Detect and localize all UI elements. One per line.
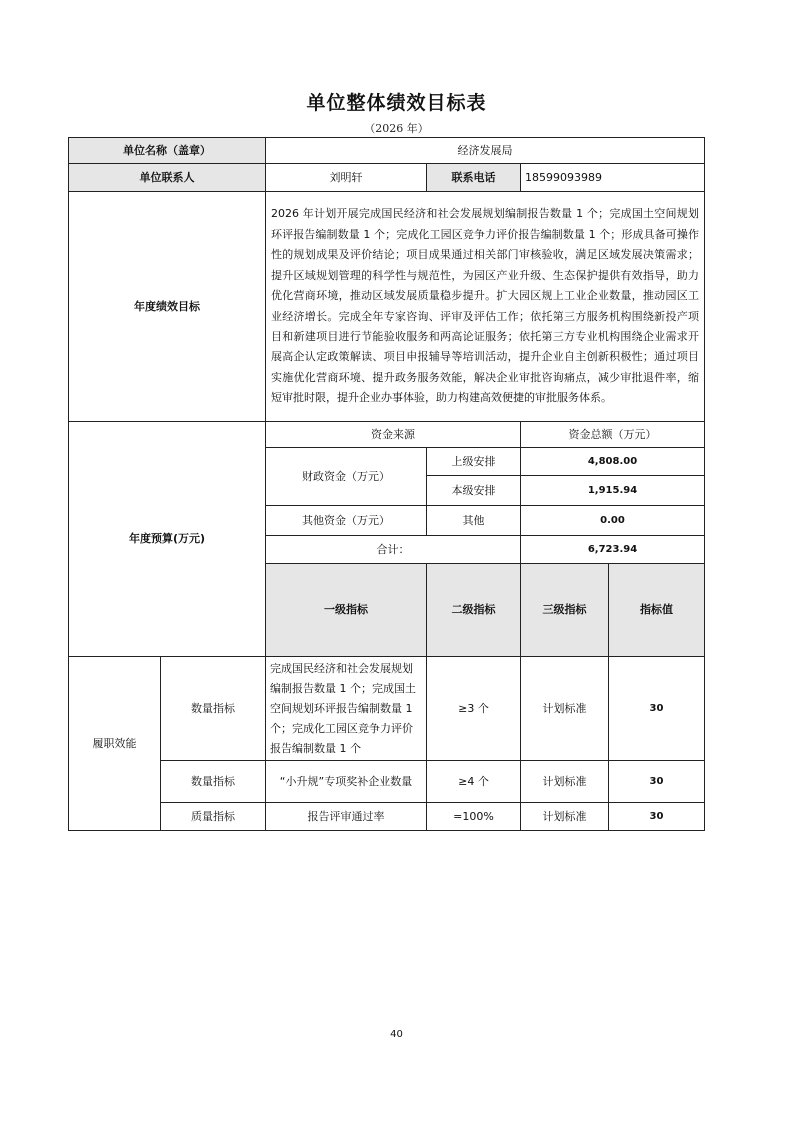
upper-value: 4,808.00 [521, 448, 705, 476]
sum-value: 6,723.94 [521, 536, 705, 564]
contact-value: 刘明轩 [266, 164, 427, 192]
phone-value: 18599093989 [521, 164, 705, 192]
table-row [69, 803, 705, 831]
level3-cell: 完成国民经济和社会发展规划编制报告数量 1 个；完成国土空间规划环评报告编制数量 1 个；完成化工园区竞争力评价报告编制数量 1 个 [266, 657, 427, 761]
header-value: 指标值 [609, 564, 705, 657]
source-header: 资金来源 [266, 422, 521, 448]
sum-label: 合计： [266, 536, 521, 564]
weight-cell: 30 [609, 761, 705, 803]
upper-label: 上级安排 [427, 448, 521, 476]
level2-cell: 数量指标 [161, 657, 266, 761]
level1-value: 履职效能 [69, 657, 161, 831]
unit-name-label: 单位名称（盖章） [69, 138, 266, 164]
other-label: 其他资金（万元） [266, 506, 427, 536]
value-cell: ≥4 个 [427, 761, 521, 803]
contact-label: 单位联系人 [69, 164, 266, 192]
weight-cell: 30 [609, 657, 705, 761]
level2-cell: 质量指标 [161, 803, 266, 831]
basis-cell: 计划标准 [521, 803, 609, 831]
header-level1: 一级指标 [266, 564, 427, 657]
page-number: 40 [390, 1029, 403, 1040]
total-header: 资金总额（万元） [521, 422, 705, 448]
basis-cell: 计划标准 [521, 657, 609, 761]
goal-row [69, 192, 705, 422]
other-value: 0.00 [521, 506, 705, 536]
unit-name-value: 经济发展局 [266, 138, 705, 164]
budget-header-row [69, 422, 705, 448]
phone-label: 联系电话 [427, 164, 521, 192]
goal-text: 2026 年计划开展完成国民经济和社会发展规划编制报告数量 1 个；完成国土空间规划环评报告编制数量 1 个；完成化工园区竞争力评价报告编制数量 1 个；形成具备可操作性的规划成果及评价结论；项目成果通过相关部门审核验收，满足区域发展决策需求；提升区域规划管理的科学性与规范性，为园区产业升级、生态保护提供有效指导，助力优化营商环境，推动区域发展质量稳步提升。扩大园区规上工业企业数量，推动园区工业经济增长。完成全年专家咨询、评审及评估工作；依托第三方服务机构围绕新投产项目和新建项目进行节能验收服务和两高论证服务；依托第三方专业机构围绕企业需求开展高企认定政策解读、项目申报辅导等培训活动，提升企业自主创新积极性；通过项目实施优化营商环境、提升政务服务效能，解决企业审批咨询痛点，减少审批退件率，缩短审批时限，提升企业办事体验，助力构建高效便捷的审批服务体系。 [266, 192, 705, 422]
weight-cell: 30 [609, 803, 705, 831]
local-value: 1,915.94 [521, 476, 705, 506]
year-subtitle: （2026 年） [364, 122, 429, 135]
goal-label: 年度绩效目标 [69, 192, 266, 422]
value-cell: =100% [427, 803, 521, 831]
other-sub-label: 其他 [427, 506, 521, 536]
performance-table [68, 137, 705, 831]
basis-cell: 计划标准 [521, 761, 609, 803]
table-row [69, 761, 705, 803]
value-cell: ≥3 个 [427, 657, 521, 761]
local-label: 本级安排 [427, 476, 521, 506]
fiscal-label: 财政资金（万元） [266, 448, 427, 506]
unit-name-row [69, 138, 705, 164]
header-level2: 二级指标 [427, 564, 521, 657]
table-row [69, 657, 705, 761]
level3-cell: “小升规”专项奖补企业数量 [266, 761, 427, 803]
level2-cell: 数量指标 [161, 761, 266, 803]
page-title: 单位整体绩效目标表 [306, 92, 487, 114]
contact-row [69, 164, 705, 192]
header-level3: 三级指标 [521, 564, 609, 657]
level3-cell: 报告评审通过率 [266, 803, 427, 831]
budget-label: 年度预算(万元) [69, 422, 266, 657]
